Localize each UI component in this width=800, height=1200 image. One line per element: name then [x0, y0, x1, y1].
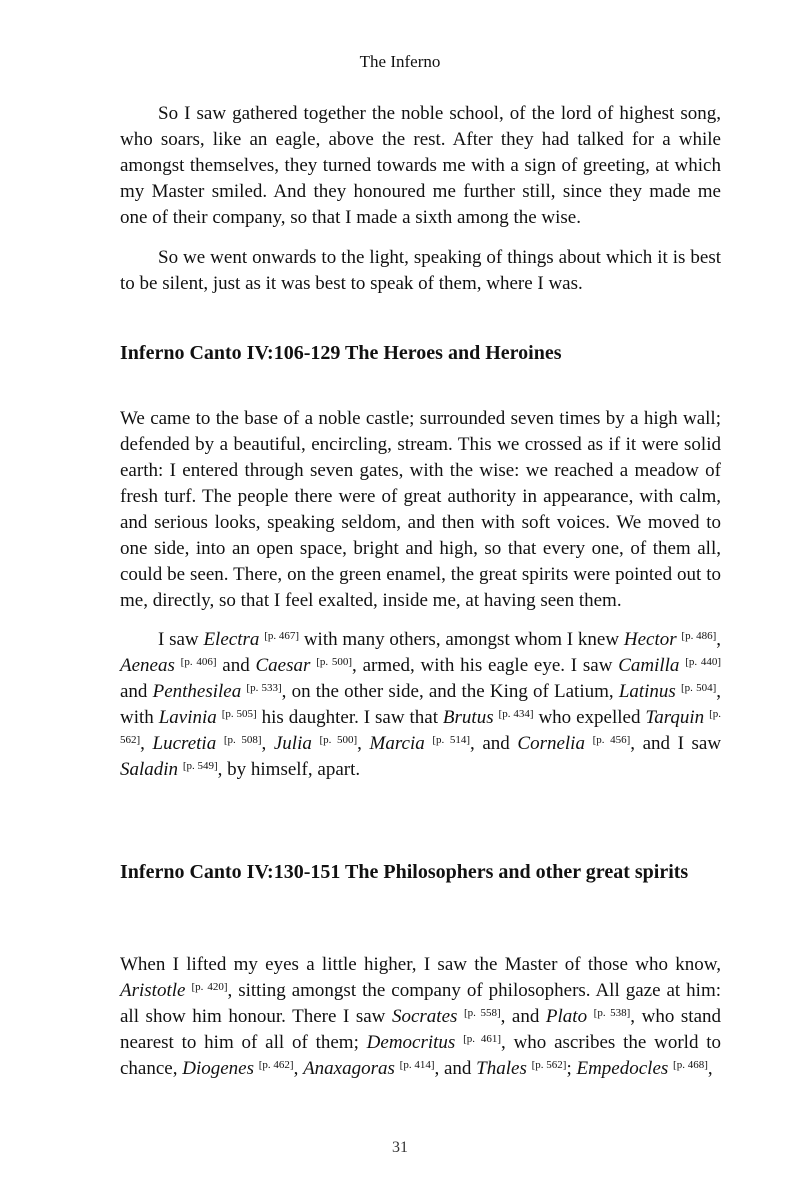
name-camilla: Camilla: [618, 655, 680, 676]
page-ref: [p. 500]: [316, 656, 353, 668]
name-plato: Plato: [545, 1006, 588, 1027]
name-caesar: Caesar: [255, 655, 311, 676]
name-lucretia: Lucretia: [152, 733, 217, 754]
name-julia: Julia: [273, 733, 312, 754]
name-penthesilea: Penthesilea: [152, 681, 242, 702]
section-heading-heroes: Inferno Canto IV:106-129 The Heroes and Heroines: [120, 342, 562, 364]
name-aristotle: Aristotle: [120, 980, 186, 1001]
name-cornelia: Cornelia: [517, 733, 585, 754]
page-ref: [p. 467]: [264, 630, 300, 642]
page-number: 31: [392, 1139, 408, 1156]
name-democritus: Democritus: [366, 1032, 456, 1053]
page-ref: [p. 468]: [673, 1059, 708, 1071]
page-ref: [p. 500]: [319, 734, 358, 746]
name-diogenes: Diogenes: [182, 1058, 254, 1079]
running-head: The Inferno: [359, 52, 441, 71]
page-ref: [p. 562]: [120, 708, 722, 746]
paragraph-noble-school: So I saw gathered together the noble school, of the lord of highest song, who soars, like an eagle, above the rest. After they had talked for a while amongst themselves, they turned towards me with a sign of greeting, at which my Master smiled. And they honoured me further still, since they made me one of their company, so that I made a sixth among the wise.: [120, 103, 721, 228]
page-ref: [p. 504]: [681, 682, 717, 694]
paragraph-onwards-to-light: So we went onwards to the light, speaking of things about which it is best to be silent, just as it was best to speak of them, where I was.: [120, 247, 721, 294]
page-ref: [p. 434]: [498, 708, 534, 720]
page-ref: [p. 440]: [685, 656, 722, 668]
name-latinus: Latinus: [618, 681, 676, 702]
page-ref: [p. 533]: [246, 682, 282, 694]
page-ref: [p. 486]: [681, 630, 717, 642]
page-ref: [p. 558]: [463, 1007, 501, 1019]
page-ref: [p. 406]: [180, 656, 217, 668]
name-lavinia: Lavinia: [158, 707, 217, 728]
page-ref: [p. 508]: [223, 734, 262, 746]
name-tarquin: Tarquin: [645, 707, 705, 728]
name-hector: Hector: [623, 629, 677, 650]
name-saladin: Saladin: [120, 759, 179, 780]
page-ref: [p. 461]: [463, 1033, 502, 1045]
philosophers-section: [120, 952, 721, 1082]
paragraph-noble-castle: We came to the base of a noble castle; surrounded seven times by a high wall; defended by a beautiful, encircling, stream. This we crossed as if it were solid earth: I entered through seven gates, with the wise: we reached a meadow of fresh turf. The people there were of great authority in appearance, with calm, and serious looks, speaking seldom, and then with soft voices. We moved to one side, into an open space, bright and high, so that every one, of them all, could be seen. There, on the green enamel, the great spirits were pointed out to me, directly, so that I feel exalted, inside me, at having seen them.: [120, 408, 721, 611]
name-electra: Electra: [203, 629, 260, 650]
page-ref: [p. 414]: [399, 1059, 435, 1071]
paragraph-heroes-list: I saw Electra [p. 467] with many others, amongst whom I knew Hector [p. 486], Aeneas [p. 406] and Caesar [p. 500], armed, with his eagle eye. I saw Camilla [p. 440] and Penthesilea [p. 533], on the other side, and the King of Latium, Latinus [p. 504], with Lavinia [p. 505] his daughter. I saw that Brutus [p. 434] who expelled Tarquin [p. 562], Lucretia [p. 508], Julia [p. 500], Marcia [p. 514], and Cornelia [p. 456], and I saw Saladin [p. 549], by himself, apart.: [120, 629, 722, 780]
name-aeneas: Aeneas: [120, 655, 175, 676]
section-heading-philosophers: Inferno Canto IV:130-151 The Philosophers and other great spirits: [120, 861, 689, 883]
opening-section: [120, 101, 721, 297]
name-thales: Thales: [476, 1058, 527, 1079]
page-ref: [p. 538]: [593, 1007, 631, 1019]
page-ref: [p. 562]: [531, 1059, 567, 1071]
name-socrates: Socrates: [391, 1006, 458, 1027]
name-empedocles: Empedocles: [576, 1058, 669, 1079]
page-ref: [p. 462]: [258, 1059, 294, 1071]
name-marcia: Marcia: [369, 733, 425, 754]
name-anaxagoras: Anaxagoras: [303, 1058, 395, 1079]
page-ref: [p. 456]: [592, 734, 631, 746]
page-ref: [p. 505]: [221, 708, 257, 720]
paragraph-philosophers: When I lifted my eyes a little higher, I saw the Master of those who know, Aristotle [p. 420], sitting amongst the company of philosophers. All gaze at him: all show him honour. There I saw Socrates [p. 558], and Plato [p. 538], who stand nearest to him of all of them; Democritus [p. 461], who ascribes the world to chance, Diogenes [p. 462], Anaxagoras [p. 414], and Thales [p. 562]; Empedocles [p. 468],: [120, 954, 722, 1079]
page-ref: [p. 420]: [191, 981, 228, 993]
page-ref: [p. 514]: [432, 734, 471, 746]
page-ref: [p. 549]: [182, 760, 218, 772]
heroes-section: [120, 406, 721, 783]
name-brutus: Brutus: [442, 707, 494, 728]
